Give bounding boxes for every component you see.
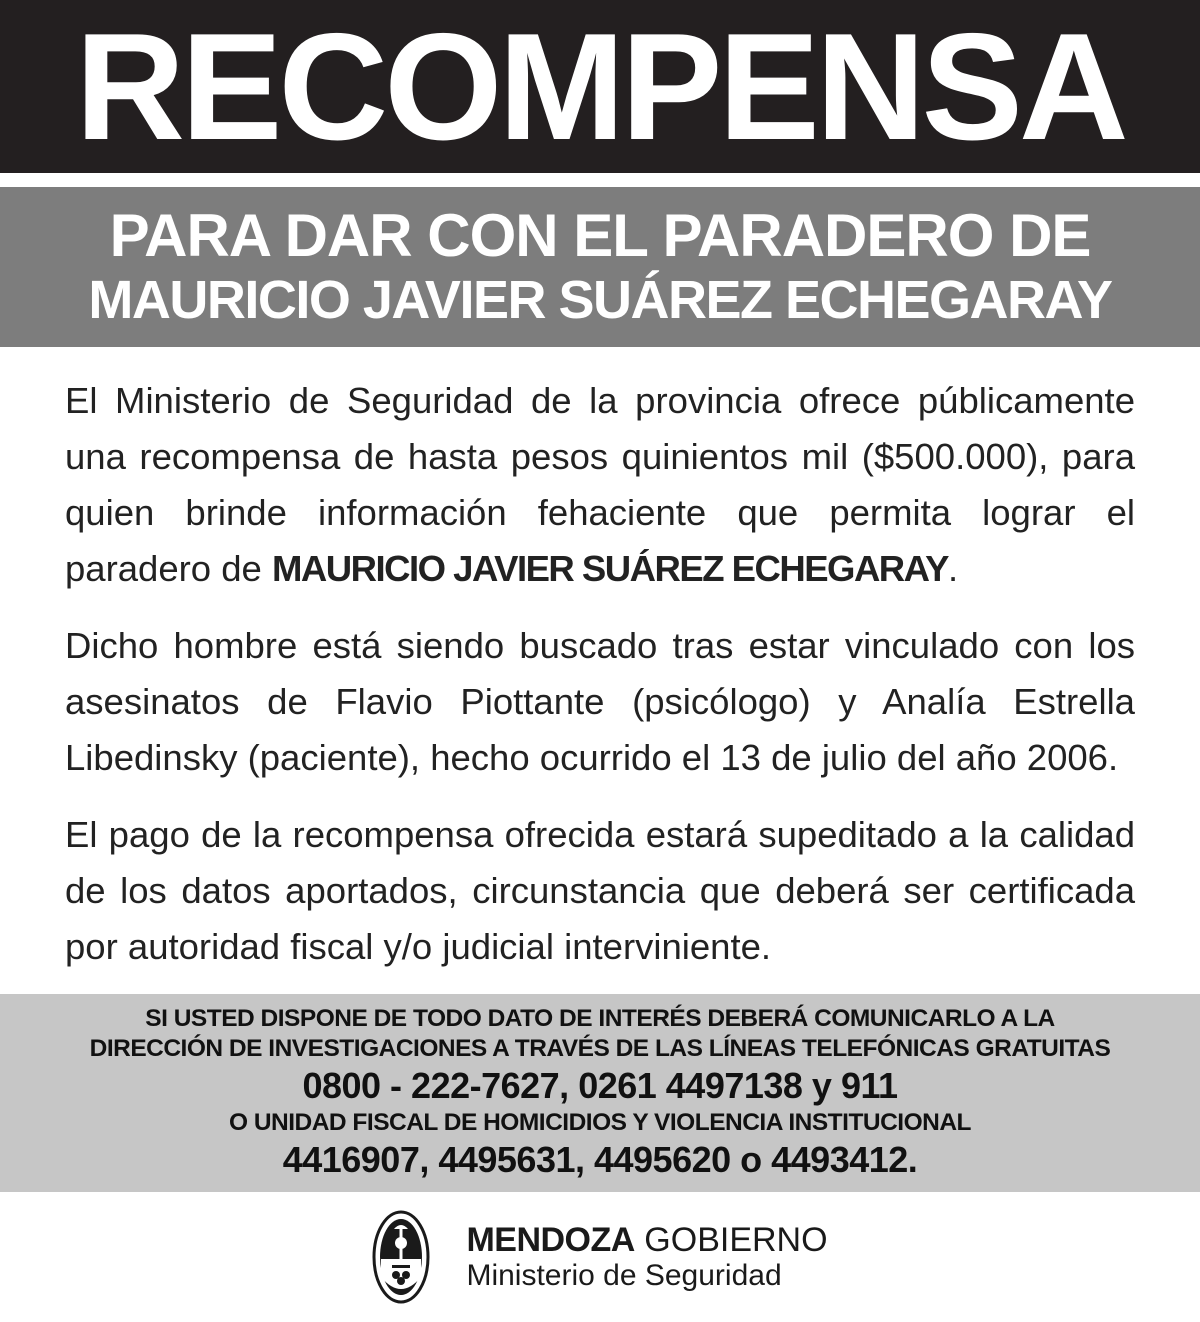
subtitle-banner — [0, 187, 1200, 347]
mendoza-coat-of-arms-icon — [372, 1209, 430, 1305]
brand-name — [466, 1221, 827, 1259]
subtitle-line-2: MAURICIO JAVIER SUÁREZ ECHEGARAY — [88, 270, 1112, 330]
paragraph-conditions: El pago de la recompensa ofrecida estará supeditado a la calidad de los datos aportados, circunstancia que deberá ser certificada por autoridad fiscal y/o judicial interviniente. — [65, 814, 1135, 967]
paragraph-reward-end: . — [948, 548, 959, 589]
phone-numbers-secondary: 4416907, 4495631, 4495620 o 4493412. — [282, 1139, 918, 1180]
subtitle-line-1: PARA DAR CON EL PARADERO DE — [109, 202, 1091, 269]
footer — [0, 1192, 1200, 1322]
body-text — [65, 373, 1135, 996]
ministry-name: Ministerio de Seguridad — [466, 1259, 782, 1292]
paragraph-reward-text: El Ministerio de Seguridad de la provincia ofrece públicamente una recompensa de hasta pesos quinientos mil ($500.000), para quien brinde información fehaciente que permita lograr el paradero de — [65, 380, 1135, 589]
poster-title: RECOMPENSA — [75, 1, 1125, 172]
paragraph-reward — [65, 373, 1135, 597]
brand-mendoza: MENDOZA — [466, 1221, 635, 1259]
contact-line-2: DIRECCIÓN DE INVESTIGACIONES A TRAVÉS DE LAS LÍNEAS TELEFÓNICAS GRATUITAS — [89, 1035, 1111, 1062]
contact-line-3: O UNIDAD FISCAL DE HOMICIDIOS Y VIOLENCIA INSTITUCIONAL — [228, 1109, 972, 1136]
header-banner — [0, 0, 1200, 173]
divider — [0, 173, 1200, 187]
contact-box — [0, 994, 1200, 1192]
wanted-person-name: MAURICIO JAVIER SUÁREZ ECHEGARAY — [272, 548, 949, 589]
ministry-brand — [466, 1221, 827, 1293]
phone-numbers-primary: 0800 - 222-7627, 0261 4497138 y 911 — [302, 1065, 898, 1106]
contact-line-1: SI USTED DISPONE DE TODO DATO DE INTERÉS DEBERÁ COMUNICARLO A LA — [145, 1005, 1055, 1032]
paragraph-case: Dicho hombre está siendo buscado tras estar vinculado con los asesinatos de Flavio Piottante (psicólogo) y Analía Estrella Libedinsky (paciente), hecho ocurrido el 13 de julio del año 2006. — [65, 625, 1135, 778]
brand-gobierno: GOBIERNO — [644, 1221, 828, 1259]
